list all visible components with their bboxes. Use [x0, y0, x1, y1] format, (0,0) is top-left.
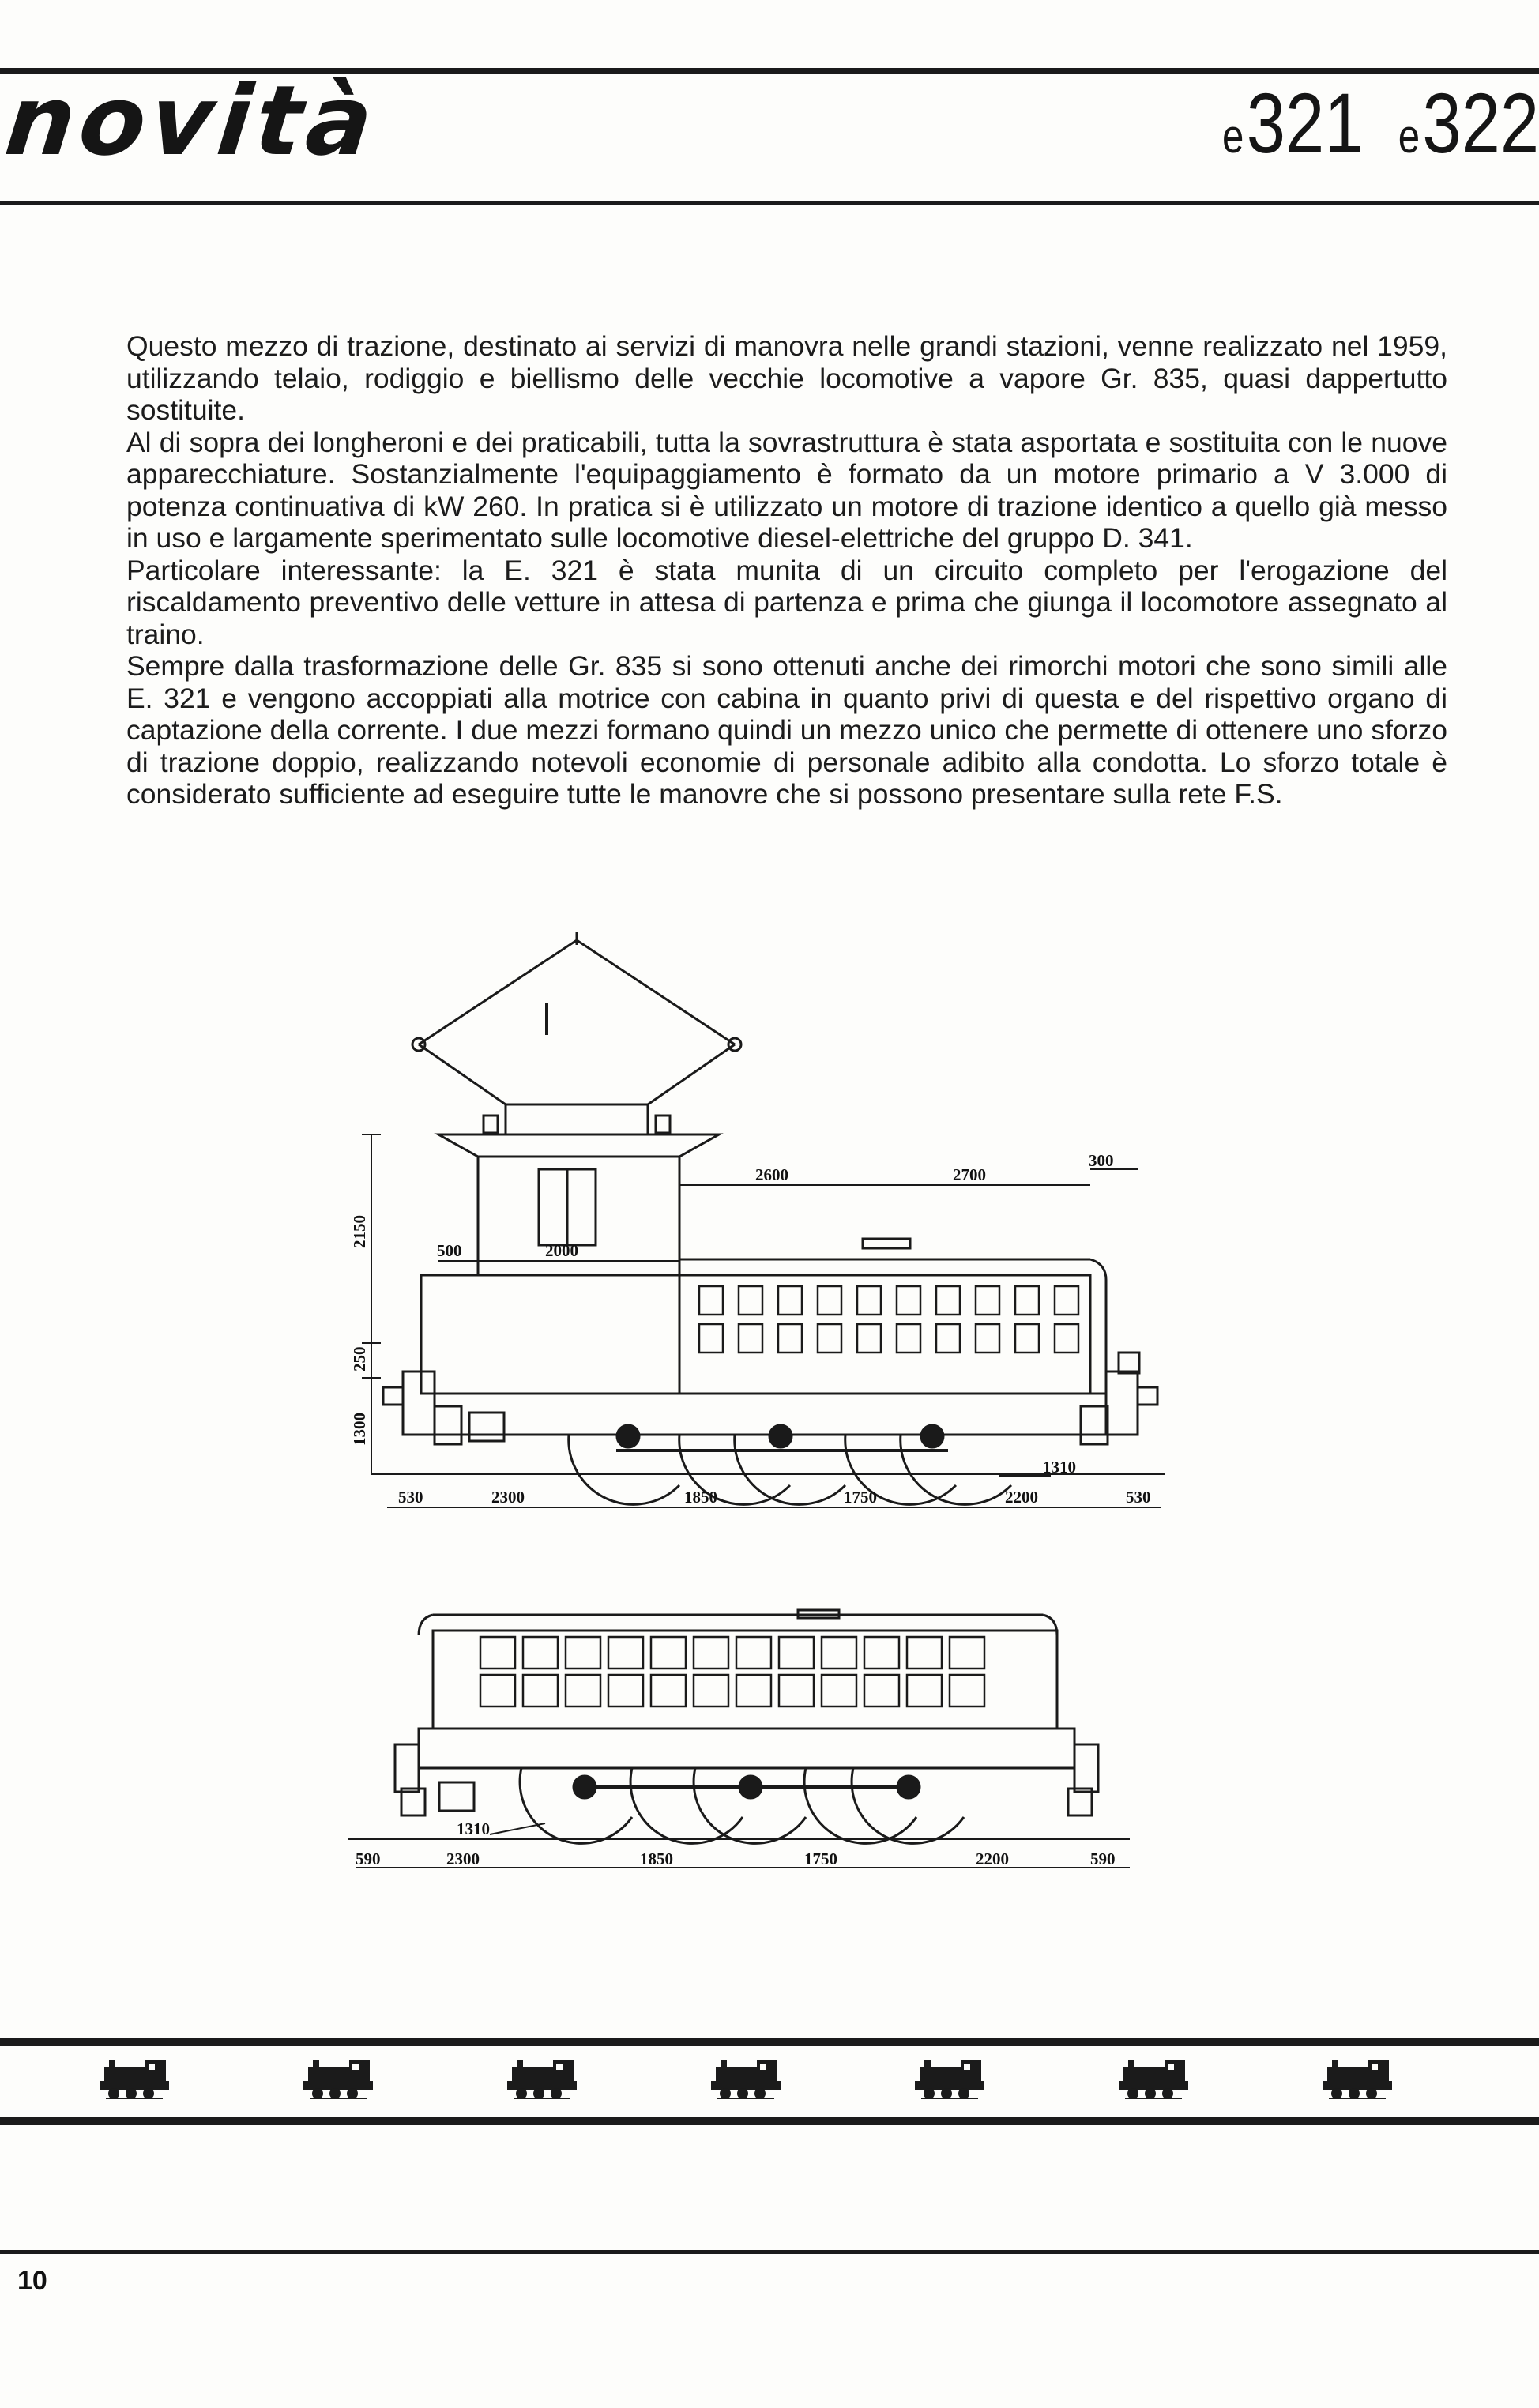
trailer-dim-590-left: 590: [356, 1849, 381, 1868]
dim-height-250: 250: [350, 1346, 369, 1371]
dim-height-2150: 2150: [350, 1215, 369, 1248]
section-title: novità: [0, 65, 383, 177]
dim-wheel-gap: 1310: [1043, 1458, 1076, 1477]
dim-300: 300: [1089, 1151, 1114, 1170]
pantograph-frame: [419, 940, 735, 1044]
footer-top-rule: [0, 2038, 1539, 2046]
dim-530-left: 530: [398, 1488, 423, 1507]
trailer-hood: [433, 1631, 1057, 1729]
dim-530-right: 530: [1126, 1488, 1151, 1507]
footer-bottom-rule: [0, 2117, 1539, 2125]
hood-louvers: [699, 1286, 1078, 1353]
article-paragraph: Questo mezzo di trazione, destinato ai servizi di manovra nelle grandi stazioni, venne realizzato nel 1959, utilizzando telaio, rodiggio e biellismo delle vecchie locomotive a vapore Gr. 835, quasi dappertutto sostituite.: [126, 330, 1447, 426]
dim-2200: 2200: [1005, 1488, 1038, 1507]
locomotive-icon: [504, 2057, 580, 2101]
locomotive-icon: [1116, 2057, 1191, 2101]
locomotive-icon: [300, 2057, 376, 2101]
locomotive-icon: [96, 2057, 172, 2101]
dim-2300: 2300: [491, 1488, 525, 1507]
article-paragraph: Al di sopra dei longheroni e dei praticabili, tutta la sovrastruttura è stata asportata e sostituita con le nuove apparecchiature. Sostanzialmente l'equipaggiamento è formato da un motore primario a V 3.000 di potenza continuativa di kW 260. In pratica si è utilizzato un motore di trazione identico a quello già messo in uso e largamente sperimentato sulle locomotive diesel-elettriche del gruppo D. 341.: [126, 426, 1447, 554]
trailer-dim-2200: 2200: [976, 1849, 1009, 1868]
engine-hood: [679, 1275, 1090, 1394]
locomotive-icon: [708, 2057, 784, 2101]
locomotive-icon: [912, 2057, 988, 2101]
side-elevation-drawing: [362, 932, 1165, 1507]
cab-body: [478, 1157, 679, 1275]
page-number-rule: [0, 2250, 1539, 2254]
trailer-dim-wheel-gap: 1310: [457, 1819, 490, 1838]
chassis-frame: [435, 1394, 1106, 1435]
article-paragraph: Sempre dalla trasformazione delle Gr. 835 si sono ottenuti anche dei rimorchi motori che sono simili alle E. 321 e vengono accoppiati alla motrice con cabina in quanto privi di questa e del rispettivo organo di captazione della corrente. I due mezzi formano quindi un mezzo unico che permette di ottenere uno sforzo di trazione doppio, realizzando notevoli economie di personale adibito alla condotta. Lo sforzo totale è considerato sufficiente ad eseguire tutte le manovre che si possono presentare sulla rete F.S.: [126, 650, 1447, 810]
code-2: 322: [1422, 75, 1539, 171]
dim-height-1300: 1300: [350, 1413, 369, 1446]
dim-2600: 2600: [755, 1165, 788, 1184]
trailer-dim-1850: 1850: [640, 1849, 673, 1868]
trailer-dim-1750: 1750: [804, 1849, 837, 1868]
dim-1750: 1750: [844, 1488, 877, 1507]
locomotive-icon: [1319, 2057, 1395, 2101]
dim-2700: 2700: [953, 1165, 986, 1184]
article-paragraph: Particolare interessante: la E. 321 è stata munita di un circuito completo per l'erogazione del riscaldamento preventivo delle vetture in attesa di partenza e prima che giunga il locomotore assegnato al traino.: [126, 554, 1447, 650]
code-prefix-1: e: [1221, 110, 1244, 163]
dim-2000: 2000: [545, 1241, 578, 1260]
trailer-dim-590-right: 590: [1090, 1849, 1116, 1868]
page-number: 10: [17, 2266, 47, 2296]
dim-500: 500: [437, 1241, 462, 1260]
dim-1850: 1850: [684, 1488, 717, 1507]
code-prefix-2: e: [1398, 110, 1420, 163]
trailer-dim-2300: 2300: [446, 1849, 480, 1868]
wheelset: [569, 1425, 1011, 1504]
code-1: 321: [1246, 75, 1364, 171]
